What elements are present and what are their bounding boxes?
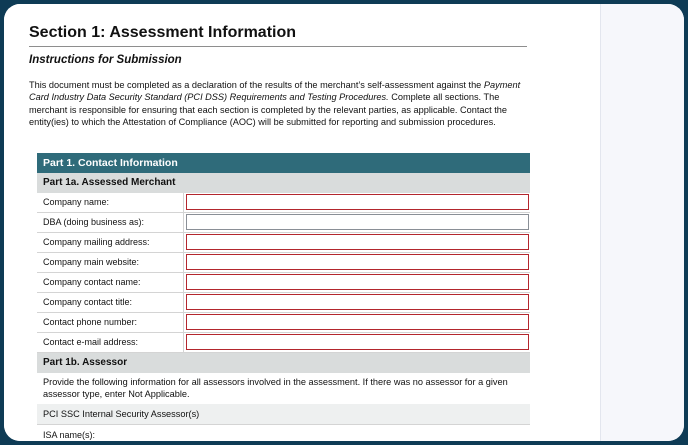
- part1a-header: Part 1a. Assessed Merchant: [37, 173, 530, 193]
- viewer-frame: [4, 4, 684, 441]
- dba-row: [37, 213, 530, 233]
- mailing-address-label: Company mailing address:: [37, 233, 184, 252]
- main-website-row: [37, 253, 530, 273]
- intro-text-2: Complete all sections. The merchant is responsible for ensuring that each section is completed by the relevant parties, as applicable. Contact the entity(ies) to which the Attestation of Compliance (AOC) will be submitted for reporting and submission procedures.: [29, 92, 508, 128]
- company-name-field[interactable]: [186, 194, 529, 210]
- main-website-field[interactable]: [186, 254, 529, 270]
- phone-number-field[interactable]: [186, 314, 529, 330]
- company-name-row: [37, 193, 530, 213]
- contact-name-field[interactable]: [186, 274, 529, 290]
- title-divider: [29, 46, 527, 47]
- isa-name-row: ISA name(s):: [37, 424, 530, 441]
- phone-number-label: Contact phone number:: [37, 313, 184, 332]
- assessor-type-row: PCI SSC Internal Security Assessor(s): [37, 404, 530, 424]
- part1b-header: Part 1b. Assessor: [37, 353, 530, 373]
- email-field[interactable]: [186, 334, 529, 350]
- section-title: Section 1: Assessment Information: [29, 24, 297, 41]
- mailing-address-field[interactable]: [186, 234, 529, 250]
- main-website-label: Company main website:: [37, 253, 184, 272]
- dba-label: DBA (doing business as):: [37, 213, 184, 232]
- side-panel: [600, 4, 684, 441]
- instructions-heading: Instructions for Submission: [29, 54, 182, 66]
- contact-name-label: Company contact name:: [37, 273, 184, 292]
- contact-title-field[interactable]: [186, 294, 529, 310]
- contact-title-label: Company contact title:: [37, 293, 184, 312]
- part1-header: Part 1. Contact Information: [37, 153, 530, 173]
- contact-information-table: [37, 153, 530, 441]
- email-row: [37, 333, 530, 353]
- company-name-label: Company name:: [37, 193, 184, 212]
- contact-name-row: [37, 273, 530, 293]
- intro-emphasis: Payment Card Industry Data Security Standard (PCI DSS) Requirements and Testing Procedures.: [29, 80, 521, 103]
- dba-field[interactable]: [186, 214, 529, 230]
- part1b-instructions: Provide the following information for all assessors involved in the assessment. If there was no assessor for a given assessor type, enter Not Applicable.: [43, 377, 508, 400]
- phone-number-row: [37, 313, 530, 333]
- intro-paragraph: [29, 79, 529, 129]
- mailing-address-row: [37, 233, 530, 253]
- intro-text-1: This document must be completed as a declaration of the results of the merchant’s self-assessment against the: [29, 80, 484, 90]
- contact-title-row: [37, 293, 530, 313]
- document-page: [4, 4, 600, 441]
- email-label: Contact e-mail address:: [37, 333, 184, 352]
